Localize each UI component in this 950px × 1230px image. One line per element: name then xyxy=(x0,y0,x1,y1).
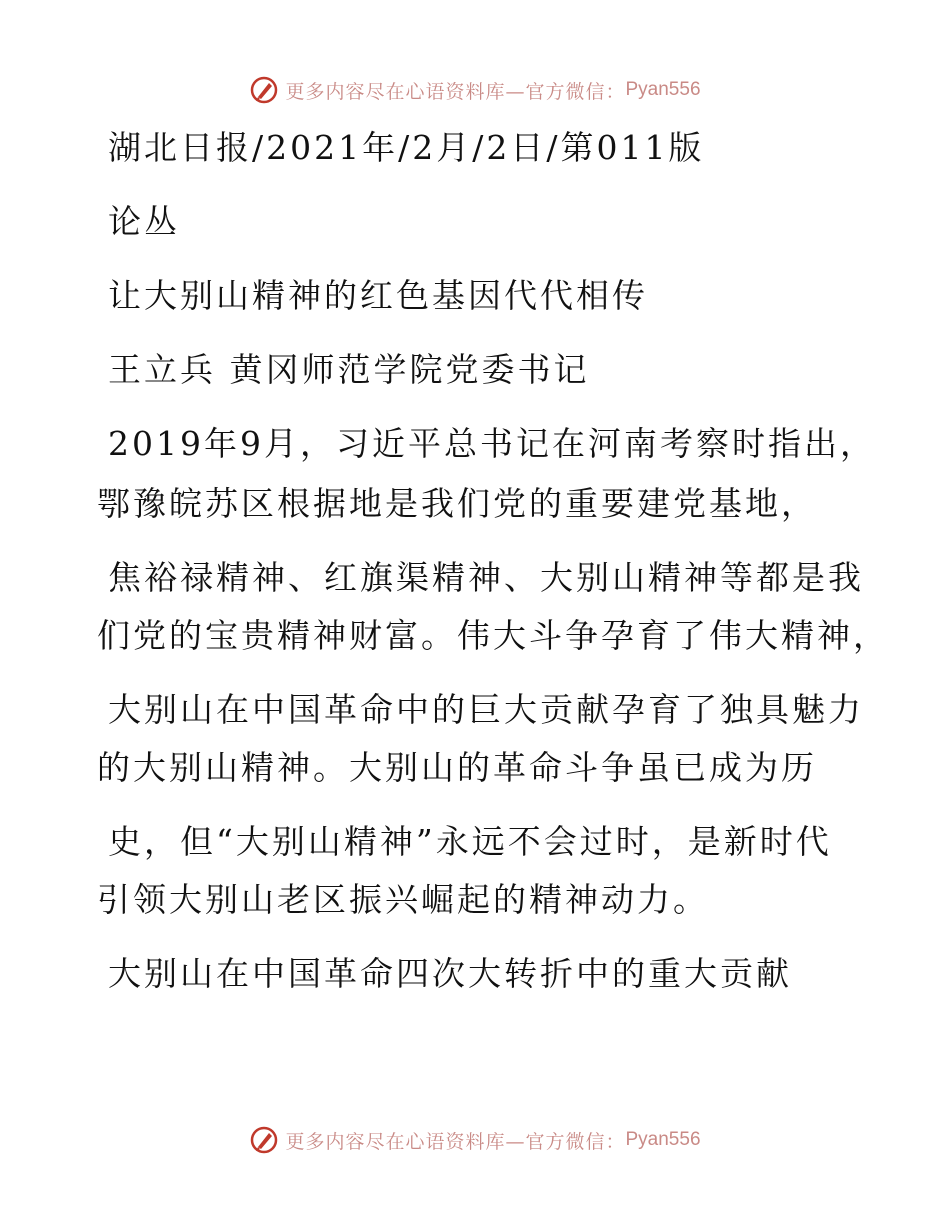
body-line: 鄂豫皖苏区根据地是我们党的重要建党基地， xyxy=(97,484,817,523)
watermark-text: 更多内容尽在心语资料库—官方微信： xyxy=(285,80,626,103)
body-line: 的大别山精神。大别山的革命斗争虽已成为历 xyxy=(97,748,817,787)
watermark-handle: Pyan556 xyxy=(625,79,701,100)
watermark-bottom xyxy=(0,1122,950,1158)
article-author: 王立兵 黄冈师范学院党委书记 xyxy=(108,350,590,389)
body-line: 焦裕禄精神、红旗渠精神、大别山精神等都是我 xyxy=(108,558,864,597)
article-title: 让大别山精神的红色基因代代相传 xyxy=(108,276,648,315)
body-line: 史，但“大别山精神”永远不会过时，是新时代 xyxy=(108,822,832,861)
pen-logo-icon xyxy=(249,75,279,105)
body-line: 2019年9月，习近平总书记在河南考察时指出， xyxy=(108,424,876,463)
watermark-top xyxy=(0,72,950,108)
body-line: 大别山在中国革命中的巨大贡献孕育了独具魅力 xyxy=(108,690,864,729)
watermark-handle: Pyan556 xyxy=(625,1129,701,1150)
newspaper-header: 湖北日报/2021年/2月/2日/第011版 xyxy=(108,128,705,167)
article-subheading: 大别山在中国革命四次大转折中的重大贡献 xyxy=(108,954,792,993)
section-label: 论丛 xyxy=(108,202,180,241)
watermark-text: 更多内容尽在心语资料库—官方微信： xyxy=(285,1130,626,1153)
body-line: 们党的宝贵精神财富。伟大斗争孕育了伟大精神， xyxy=(97,616,889,655)
pen-logo-icon xyxy=(249,1125,279,1155)
body-line: 引领大别山老区振兴崛起的精神动力。 xyxy=(97,880,709,919)
